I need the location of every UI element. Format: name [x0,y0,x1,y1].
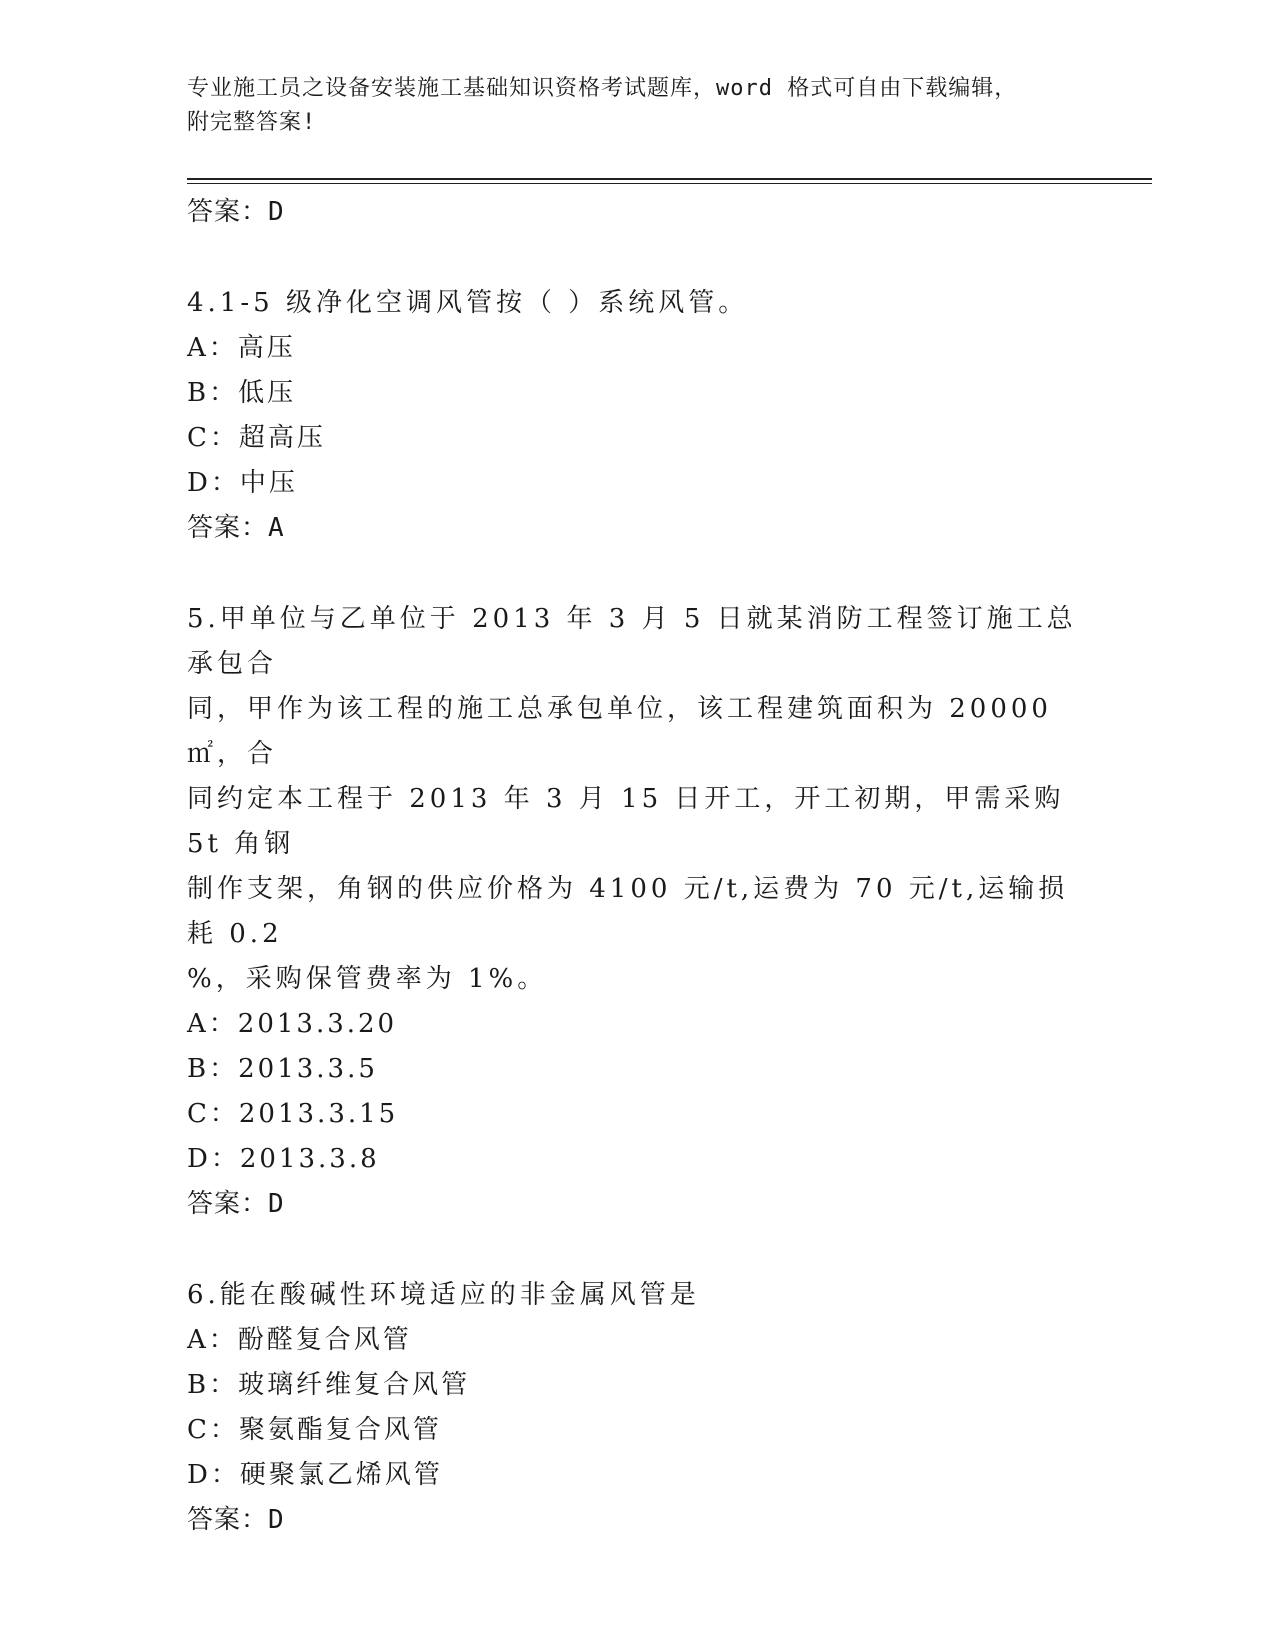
option-c: C：聚氨酯复合风管 [187,1415,442,1445]
question-text-line: 同，甲作为该工程的施工总承包单位，该工程建筑面积为 20000㎡，合 [187,694,1052,769]
option-c: C：超高压 [187,423,326,453]
question-block [187,1273,1087,1543]
option-d: D：硬聚氯乙烯风管 [187,1460,443,1490]
header-line-2: 附完整答案! [187,110,317,135]
spacer [187,235,1087,281]
option-b: B：2013.3.5 [187,1054,378,1084]
question-block [187,281,1087,551]
question-text-line: %，采购保管费率为 1%。 [187,964,548,994]
answer-line: 答案：D [187,1189,285,1219]
option-b: B：低压 [187,378,297,408]
answer-line: 答案：A [187,513,285,543]
option-b: B：玻璃纤维复合风管 [187,1370,471,1400]
answer-line: 答案：D [187,197,285,227]
header-rule-thin [187,183,1152,184]
question-text-line: 5.甲单位与乙单位于 2013 年 3 月 5 日就某消防工程签订施工总承包合 [187,604,1077,679]
spacer [187,551,1087,597]
option-a: A：酚醛复合风管 [187,1325,412,1355]
option-a: A：高压 [187,333,296,363]
question-text-line: 同约定本工程于 2013 年 3 月 15 日开工，开工初期，甲需采购 5t 角钢 [187,784,1065,859]
document-header [187,72,1087,140]
option-a: A：2013.3.20 [187,1009,398,1039]
header-line-1: 专业施工员之设备安装施工基础知识资格考试题库，word 格式可自由下载编辑， [187,76,1018,101]
document-body [187,190,1087,1543]
question-text: 6.能在酸碱性环境适应的非金属风管是 [187,1280,700,1310]
option-c: C：2013.3.15 [187,1099,399,1129]
option-d: D：中压 [187,468,298,498]
question-text: 4.1-5 级净化空调风管按（ ）系统风管。 [187,288,749,318]
spacer [187,1227,1087,1273]
header-rule-thick [187,178,1152,180]
option-d: D：2013.3.8 [187,1144,380,1174]
question-text-line: 制作支架，角钢的供应价格为 4100 元/t,运费为 70 元/t,运输损耗 0.2 [187,874,1069,949]
question-block [187,597,1087,1227]
answer-line: 答案：D [187,1505,285,1535]
